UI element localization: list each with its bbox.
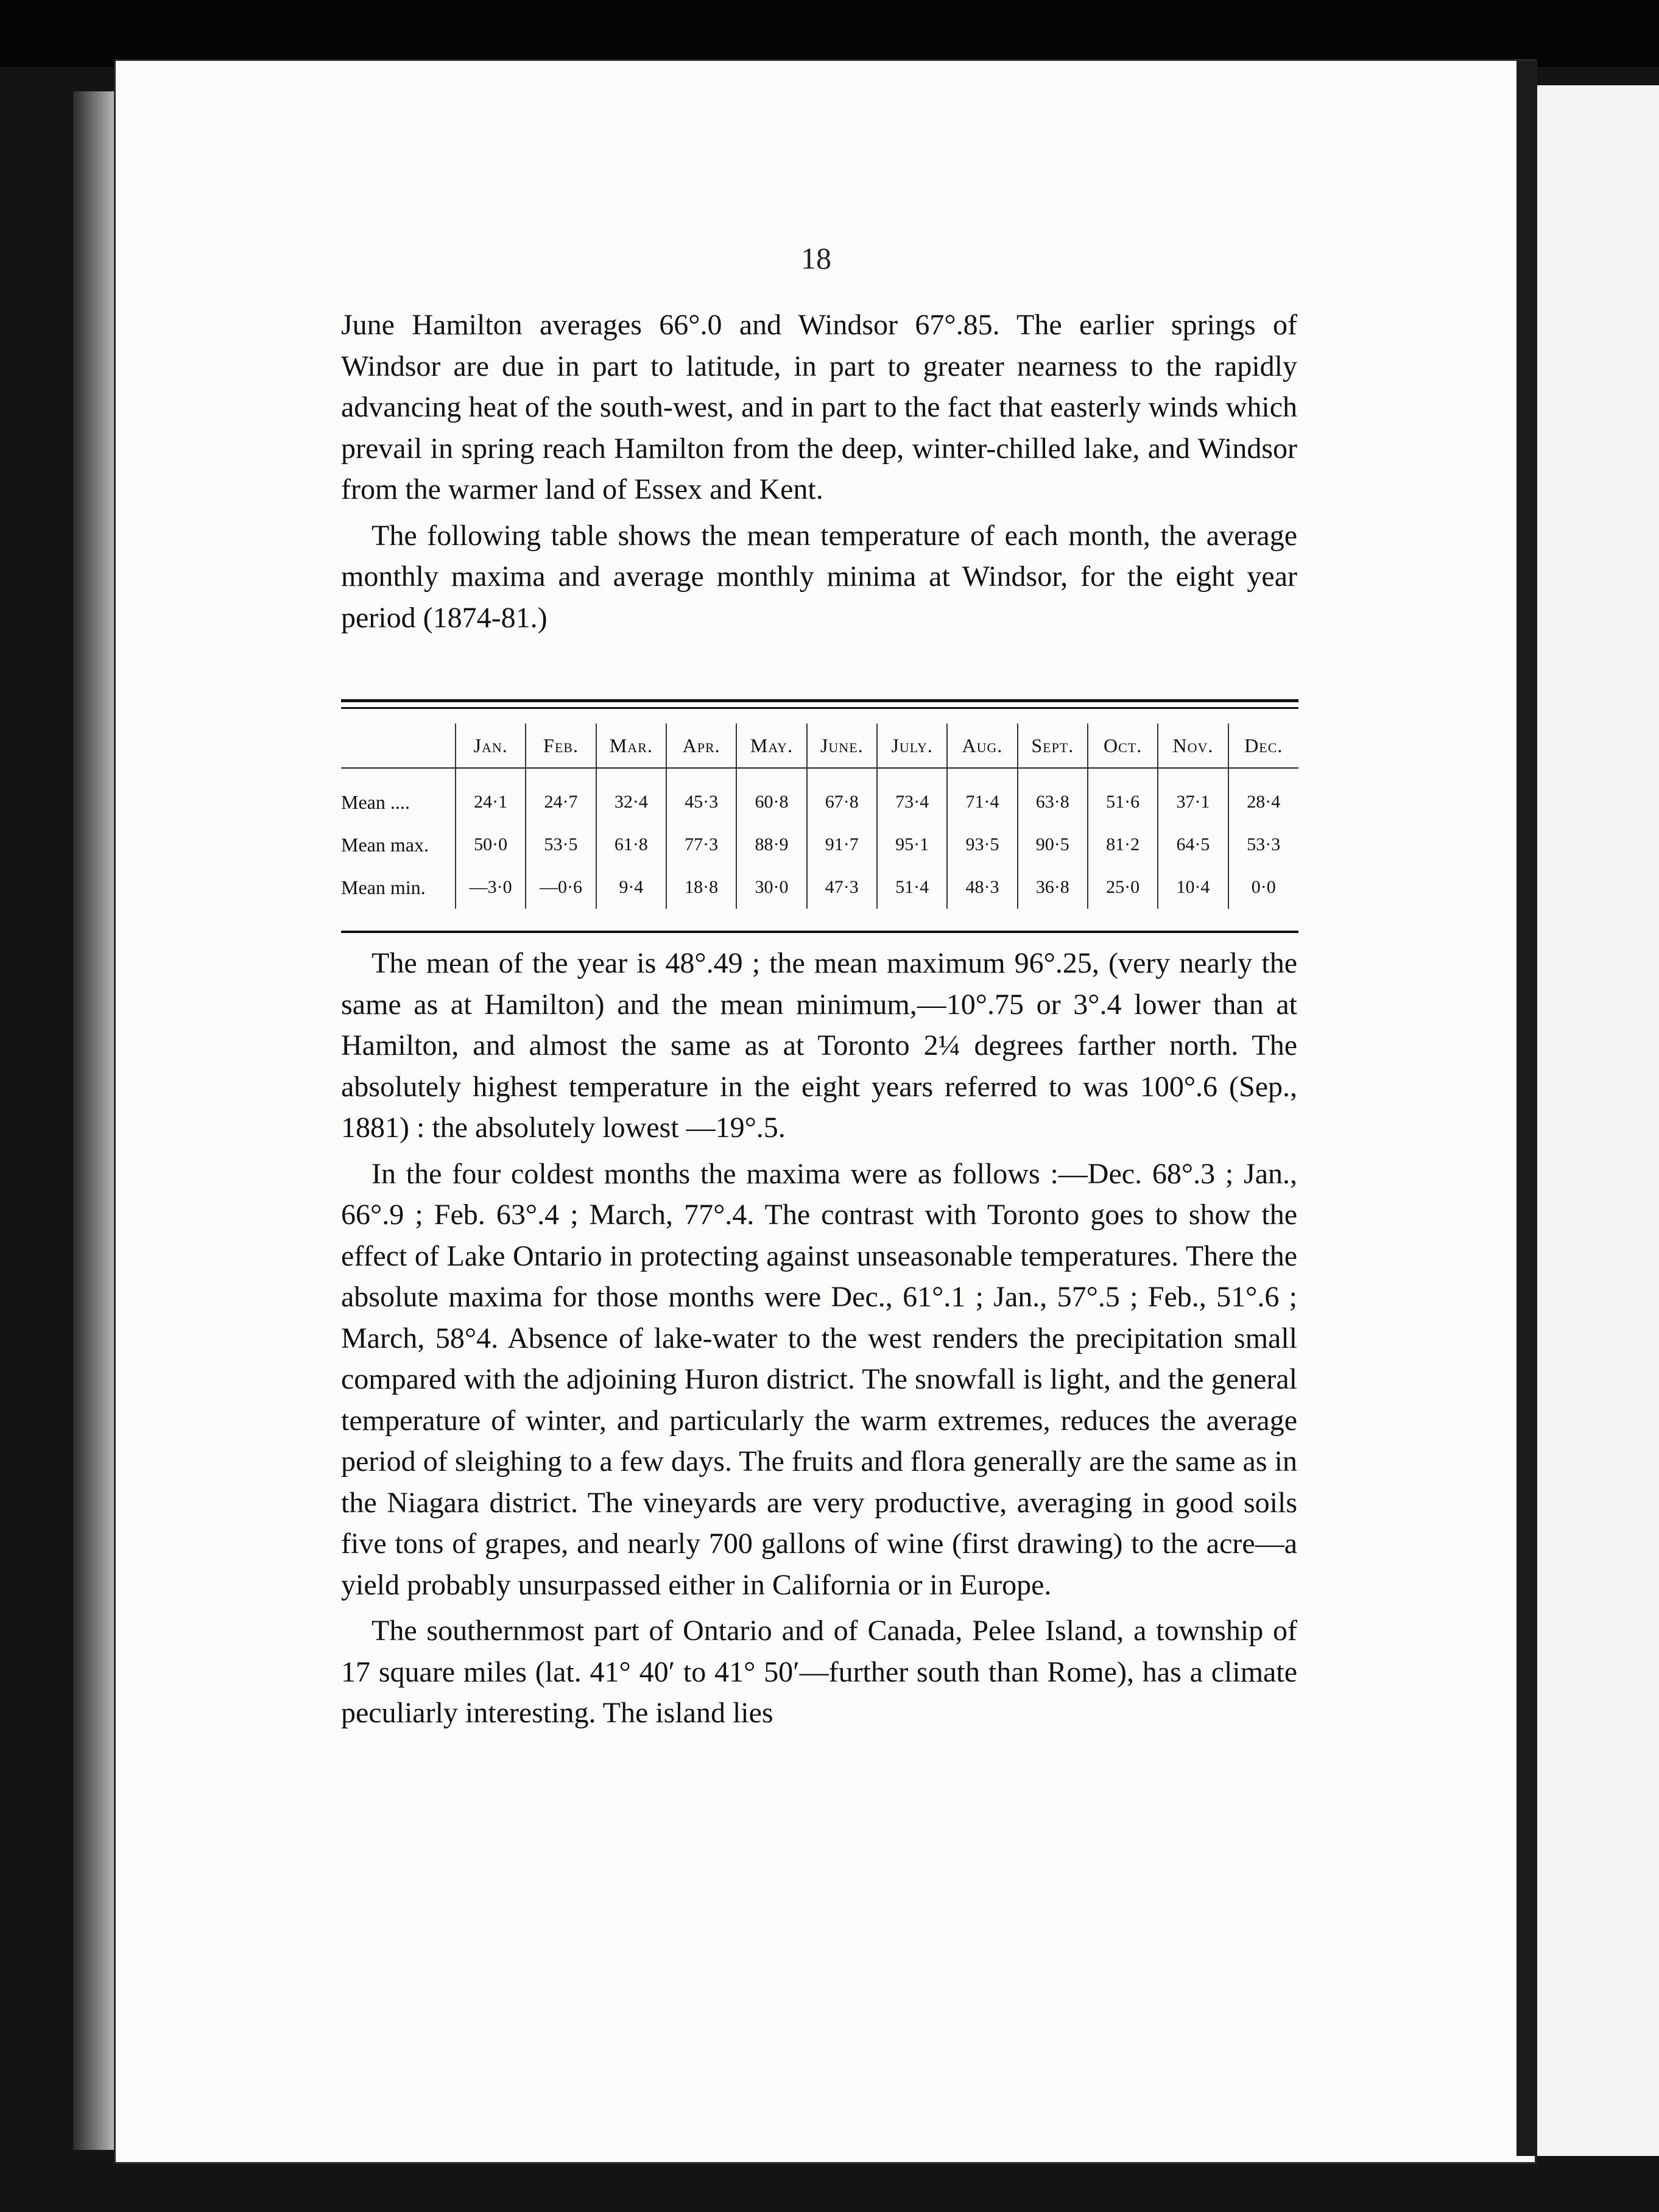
table-cell: 93·5 bbox=[947, 823, 1017, 866]
month-header: Apr. bbox=[666, 724, 736, 767]
paragraph-4: In the four coldest months the maxima were as follows :—Dec. 68°.3 ; Jan., 66°.9 ; Feb. 63°.4 ; March, 77°.4. The contrast with Toronto goes to show the effect of Lake Ontario in protecting against unseasonable temperatures. There the absolute maxima for those months were Dec., 61°.1 ; Jan., 57°.5 ; Feb., 51°.6 ; March, 58°4. Absence of lake-water to the west renders the precipitation small compared with the adjoining Huron district. The snowfall is light, and the general temperature of winter, and particularly the warm extremes, reduces the average period of sleighing to a few days. The fruits and flora generally are the same as in the Niagara district. The vineyards are very productive, averaging in good soils five tons of grapes, and nearly 700 gallons of wine (first drawing) to the acre—a yield probably unsurpassed either in California or in Europe. bbox=[341, 1157, 1297, 1601]
table-cell: 18·8 bbox=[666, 866, 736, 909]
month-header: Sept. bbox=[1018, 724, 1088, 767]
month-header: Feb. bbox=[526, 724, 596, 767]
table-cell: 77·3 bbox=[666, 823, 736, 866]
paragraph-2: The following table shows the mean temperature of each month, the average monthly maxima and average monthly minima at Windsor, for the eight year period (1874-81.) bbox=[341, 519, 1297, 634]
table-cell: 95·1 bbox=[877, 823, 947, 866]
text-block-bottom bbox=[341, 943, 1297, 1734]
table-row-mean bbox=[341, 781, 1298, 823]
table-cell: 71·4 bbox=[947, 781, 1017, 823]
corner-cell bbox=[341, 724, 456, 767]
row-label: Mean max. bbox=[341, 833, 429, 856]
row-label: Mean min. bbox=[341, 876, 426, 898]
table-cell: 24·7 bbox=[526, 781, 596, 823]
table-cell: 32·4 bbox=[596, 781, 666, 823]
table-cell: 67·8 bbox=[807, 781, 877, 823]
table-cell: 91·7 bbox=[807, 823, 877, 866]
table-cell: 9·4 bbox=[596, 866, 666, 909]
page-number: 18 bbox=[801, 241, 831, 275]
table-cell: 37·1 bbox=[1158, 781, 1228, 823]
table-cell: 63·8 bbox=[1018, 781, 1088, 823]
row-label: Mean .... bbox=[341, 791, 410, 813]
scan-top-border bbox=[0, 0, 1659, 67]
table-cell: —0·6 bbox=[526, 866, 596, 909]
month-header-row bbox=[341, 724, 1298, 767]
table-cell: 25·0 bbox=[1088, 866, 1158, 909]
month-header: Mar. bbox=[596, 724, 666, 767]
table-rule-top-thin bbox=[341, 707, 1298, 709]
table-cell: 51·4 bbox=[877, 866, 947, 909]
month-header: Oct. bbox=[1088, 724, 1158, 767]
month-header: Dec. bbox=[1228, 724, 1298, 767]
table-rule-top bbox=[341, 699, 1298, 702]
table-cell: 36·8 bbox=[1018, 866, 1088, 909]
table-cell: 61·8 bbox=[596, 823, 666, 866]
table-cell: 90·5 bbox=[1018, 823, 1088, 866]
table-cell: 50·0 bbox=[456, 823, 526, 866]
table-cell: 53·3 bbox=[1228, 823, 1298, 866]
table-cell: 48·3 bbox=[947, 866, 1017, 909]
paragraph-3: The mean of the year is 48°.49 ; the mean maximum 96°.25, (very nearly the same as at Hamilton) and the mean minimum,—10°.75 or 3°.4 lower than at Hamilton, and almost the same as at Toronto 2¼ degrees farther north. The absolutely highest temperature in the eight years referred to was 100°.6 (Sep., 1881) : the absolutely lowest —19°.5. bbox=[341, 947, 1297, 1144]
month-header: July. bbox=[877, 724, 947, 767]
table-cell: 10·4 bbox=[1158, 866, 1228, 909]
temperature-table bbox=[341, 699, 1298, 934]
table-cell: 45·3 bbox=[666, 781, 736, 823]
paragraph-5: The southernmost part of Ontario and of Canada, Pelee Island, a township of 17 square miles (lat. 41° 40′ to 41° 50′—further south than Rome), has a climate peculiarly interesting. The island lies bbox=[341, 1615, 1297, 1729]
spacer-row bbox=[341, 767, 1298, 781]
month-header: June. bbox=[807, 724, 877, 767]
month-header: Jan. bbox=[456, 724, 526, 767]
table-cell: —3·0 bbox=[456, 866, 526, 909]
table-cell: 81·2 bbox=[1088, 823, 1158, 866]
book-binding bbox=[73, 91, 121, 2150]
table-cell: 88·9 bbox=[736, 823, 806, 866]
paragraph-1: June Hamilton averages 66°.0 and Windsor 67°.85. The earlier springs of Windsor are due in part to latitude, in part to greater nearness to the rapidly advancing heat of the south-west, and in part to the fact that easterly winds which prevail in spring reach Hamilton from the deep, winter-chilled lake, and Windsor from the warmer land of Essex and Kent. bbox=[341, 309, 1297, 505]
table-rule-bottom bbox=[341, 931, 1298, 933]
temperature-grid bbox=[341, 724, 1298, 909]
table-cell: 53·5 bbox=[526, 823, 596, 866]
table-cell: 64·5 bbox=[1158, 823, 1228, 866]
table-cell: 47·3 bbox=[807, 866, 877, 909]
month-header: May. bbox=[736, 724, 806, 767]
text-block-top bbox=[341, 305, 1297, 638]
next-page-edge bbox=[1537, 85, 1659, 2156]
table-cell: 0·0 bbox=[1228, 866, 1298, 909]
page-gutter bbox=[1516, 61, 1537, 2156]
table-cell: 24·1 bbox=[456, 781, 526, 823]
month-header: Aug. bbox=[947, 724, 1017, 767]
table-cell: 60·8 bbox=[736, 781, 806, 823]
table-cell: 30·0 bbox=[736, 866, 806, 909]
table-cell: 73·4 bbox=[877, 781, 947, 823]
table-row-mean-min bbox=[341, 866, 1298, 909]
table-cell: 51·6 bbox=[1088, 781, 1158, 823]
month-header: Nov. bbox=[1158, 724, 1228, 767]
table-cell: 28·4 bbox=[1228, 781, 1298, 823]
table-row-mean-max bbox=[341, 823, 1298, 866]
